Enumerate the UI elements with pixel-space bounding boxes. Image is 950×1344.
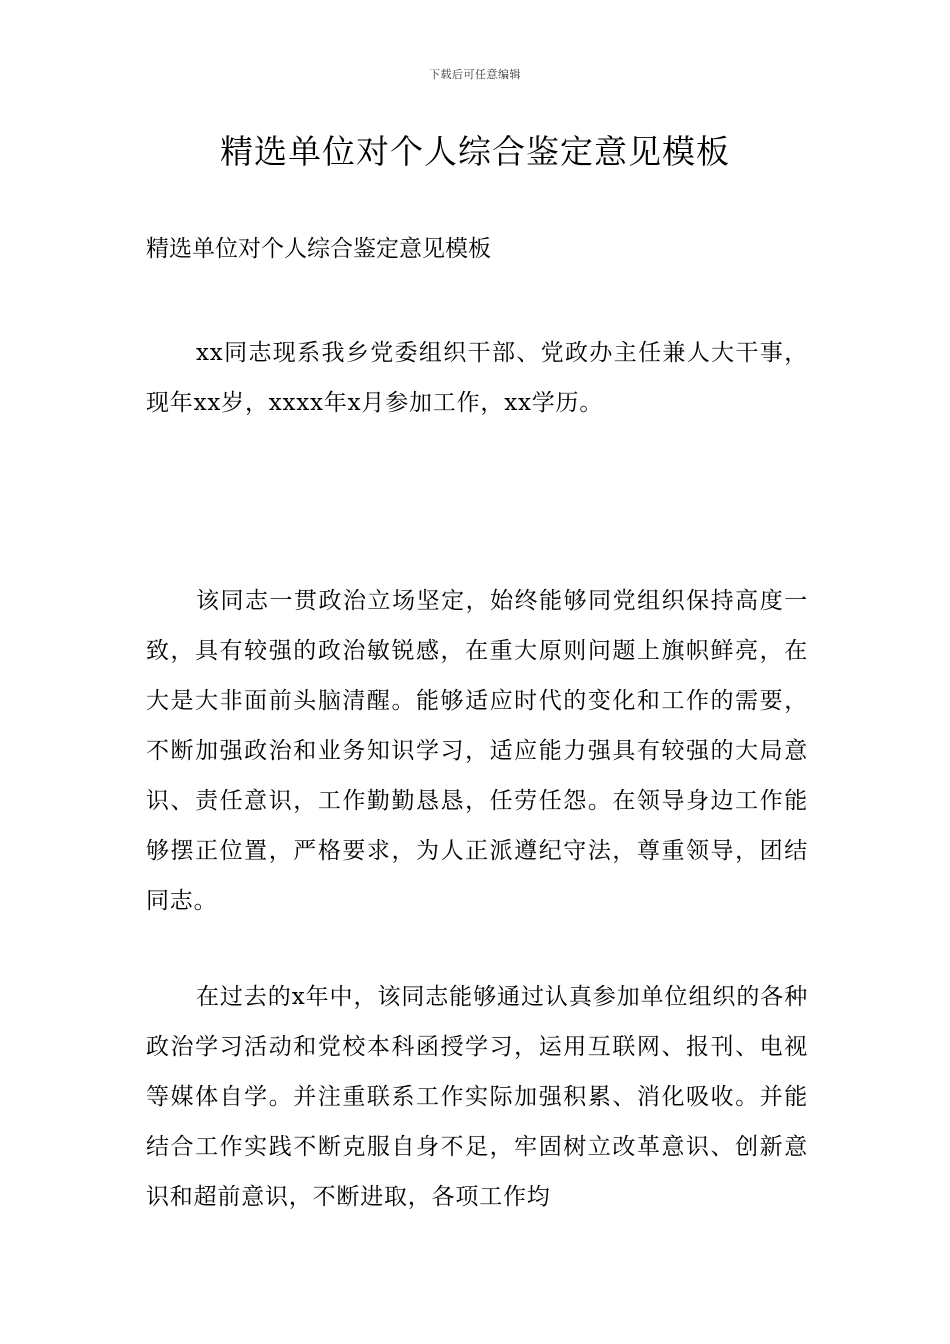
document-subtitle: 精选单位对个人综合鉴定意见模板 <box>146 236 491 262</box>
paragraph-intro: xx同志现系我乡党委组织干部、党政办主任兼人大干事，现年xx岁，xxxx年x月参加工作，xx学历。 <box>146 340 808 416</box>
document-title: 精选单位对个人综合鉴定意见模板 <box>220 132 730 171</box>
paragraph-learning: 在过去的x年中，该同志能够通过认真参加单位组织的各种政治学习活动和党校本科函授学习，运用互联网、报刊、电视等媒体自学。并注重联系工作实际加强积累、消化吸收。并能结合工作实践不断克服自身不足，牢固树立改革意识、创新意识和超前意识，不断进取，各项工作均 <box>146 984 808 1210</box>
paragraph-political-stance: 该同志一贯政治立场坚定，始终能够同党组织保持高度一致，具有较强的政治敏锐感，在重大原则问题上旗帜鲜亮，在大是大非面前头脑清醒。能够适应时代的变化和工作的需要，不断加强政治和业务知识学习，适应能力强具有较强的大局意识、责任意识，工作勤勤恳恳，任劳任怨。在领导身边工作能够摆正位置，严格要求，为人正派遵纪守法，尊重领导，团结同志。 <box>146 588 808 914</box>
header-note: 下载后可任意编辑 <box>429 68 521 81</box>
